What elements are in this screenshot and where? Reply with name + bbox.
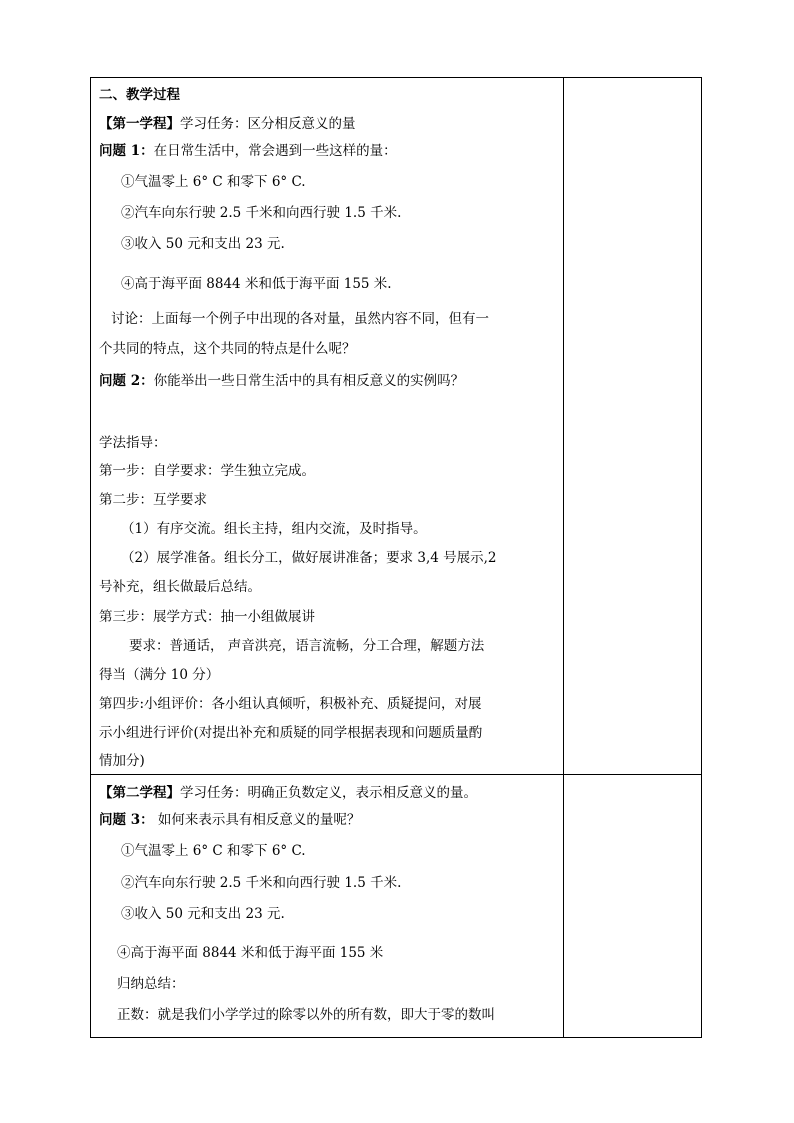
stage1-task: 学习任务：区分相反意义的量 [180,116,356,132]
stage1-line [99,115,356,133]
question2-label: 问题 2： [99,373,154,389]
step4-line-1: 第四步:小组评价：各小组认真倾听，积极补充、质疑提问，对展 [99,696,482,712]
example-item-2: ②汽车向东行驶 2.5 千米和向西行驶 1.5 千米. [121,205,402,221]
step2-item-1: （1）有序交流。组长主持，组内交流，及时指导。 [121,521,427,537]
example-item-2: ②汽车向东行驶 2.5 千米和向西行驶 1.5 千米. [121,875,402,891]
stage2-label: 【第二学程】 [99,785,180,801]
question1-text: 在日常生活中，常会遇到一些这样的量： [153,143,397,159]
stage2-task: 学习任务：明确正负数定义，表示相反意义的量。 [180,785,477,801]
example-item-4: ④高于海平面 8844 米和低于海平面 155 米 [117,945,384,961]
example-item-3: ③收入 50 元和支出 23 元. [121,236,285,252]
step1-text: 第一步：自学要求：学生独立完成。 [99,463,315,479]
requirement-line-2: 得当（满分 10 分） [99,667,220,683]
step3-text: 第三步：展学方式：抽一小组做展讲 [99,609,315,625]
notes-cell-2 [564,775,702,1038]
section2-cell [91,775,564,1038]
example-item-3: ③收入 50 元和支出 23 元. [121,906,285,922]
step2-item-2-line1: （2）展学准备。组长分工，做好展讲准备；要求 3,4 号展示,2 [121,550,497,566]
section-heading: 二、教学过程 [99,87,180,103]
question1-label: 问题 1： [99,143,154,159]
guide-title: 学法指导： [99,435,167,451]
stage2-line [99,784,477,802]
example-item-1: ①气温零上 6° C 和零下 6° C. [121,174,306,190]
notes-cell-1 [564,78,702,775]
step4-line-3: 情加分) [99,753,145,769]
example-item-1: ①气温零上 6° C 和零下 6° C. [121,843,306,859]
question3-text: 如何来表示具有相反意义的量呢？ [153,812,361,828]
section1-cell [91,78,564,775]
question3-line [99,811,360,829]
discussion-line-2: 个共同的特点，这个共同的特点是什么呢？ [99,341,356,357]
example-item-4: ④高于海平面 8844 米和低于海平面 155 米. [121,276,392,292]
step4-line-2: 示小组进行评价(对提出补充和质疑的同学根据表现和问题质量酌 [99,725,483,741]
summary-title: 归纳总结： [117,976,185,992]
requirement-line-1: 要求：普通话， 声音洪亮，语言流畅，分工合理，解题方法 [129,638,485,654]
question3-label: 问题 3： [99,812,154,828]
discussion-line-1: 讨论：上面每一个例子中出现的各对量，虽然内容不同，但有一 [111,311,489,327]
step2-text: 第二步：互学要求 [99,492,207,508]
question1-line [99,142,397,160]
lesson-plan-table [90,77,702,1038]
positive-number-definition: 正数：就是我们小学学过的除零以外的所有数，即大于零的数叫 [117,1007,495,1023]
question2-line [99,372,464,390]
question2-text: 你能举出一些日常生活中的具有相反意义的实例吗？ [153,373,465,389]
stage1-label: 【第一学程】 [99,116,180,132]
step2-item-2-line2: 号补充，组长做最后总结。 [99,579,261,595]
